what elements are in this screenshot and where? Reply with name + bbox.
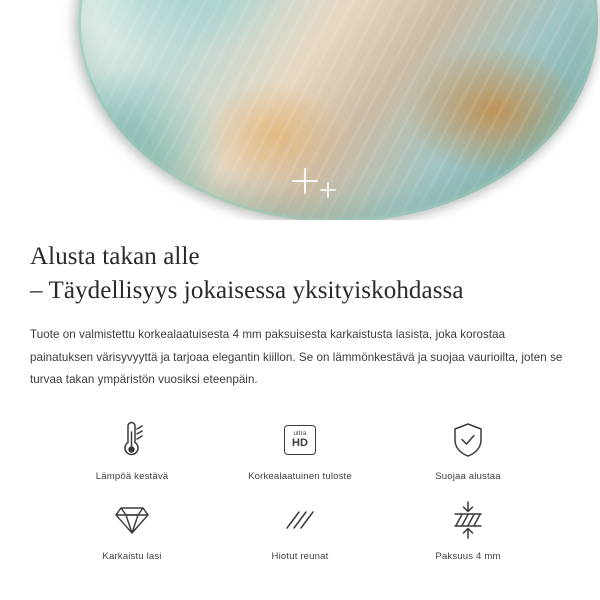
content-section: [0, 220, 600, 562]
feature-grid: [30, 418, 570, 562]
feature-item-high-quality-print: [216, 418, 384, 482]
feature-item-heat-resistant: [48, 418, 216, 482]
page-title: [30, 240, 570, 308]
ultra-hd-bottom-text: HD: [292, 436, 308, 449]
page-title-line-2: – Täydellisyys jokaisessa yksityiskohdassa: [30, 277, 464, 304]
feature-label: Paksuus 4 mm: [435, 550, 501, 562]
feature-item-thickness: [384, 498, 552, 562]
feature-label: Suojaa alustaa: [435, 470, 501, 482]
feature-item-polished-edges: [216, 498, 384, 562]
ultra-hd-icon: [284, 418, 316, 462]
feature-item-protects-surface: [384, 418, 552, 482]
page-title-line-1: Alusta takan alle: [30, 243, 200, 270]
ultra-hd-top-text: ultra: [293, 429, 307, 437]
feature-label: Korkealaatuinen tuloste: [248, 470, 352, 482]
diamond-icon: [113, 498, 151, 542]
round-glass-board-image: [78, 0, 598, 220]
polished-edges-icon: [283, 498, 317, 542]
hero-image: [0, 0, 600, 220]
thickness-arrows-icon: [450, 498, 486, 542]
feature-label: Karkaistu lasi: [102, 550, 162, 562]
feature-label: Hiotut reunat: [271, 550, 329, 562]
feature-label: Lämpöä kestävä: [95, 470, 169, 482]
description-paragraph: Tuote on valmistettu korkealaatuisesta 4 mm paksuisesta karkaistusta lasista, joka korostaa painatuksen värisyvyyttä ja tarjoaa elegantin kiillon. Se on lämmönkestävä ja suojaa vaurioilta, joten se turvaa takan ympäristön vuosiksi eteenpäin.: [30, 328, 563, 387]
feature-item-tempered-glass: [48, 498, 216, 562]
thermometer-icon: [115, 418, 149, 462]
shield-check-icon: [450, 418, 486, 462]
